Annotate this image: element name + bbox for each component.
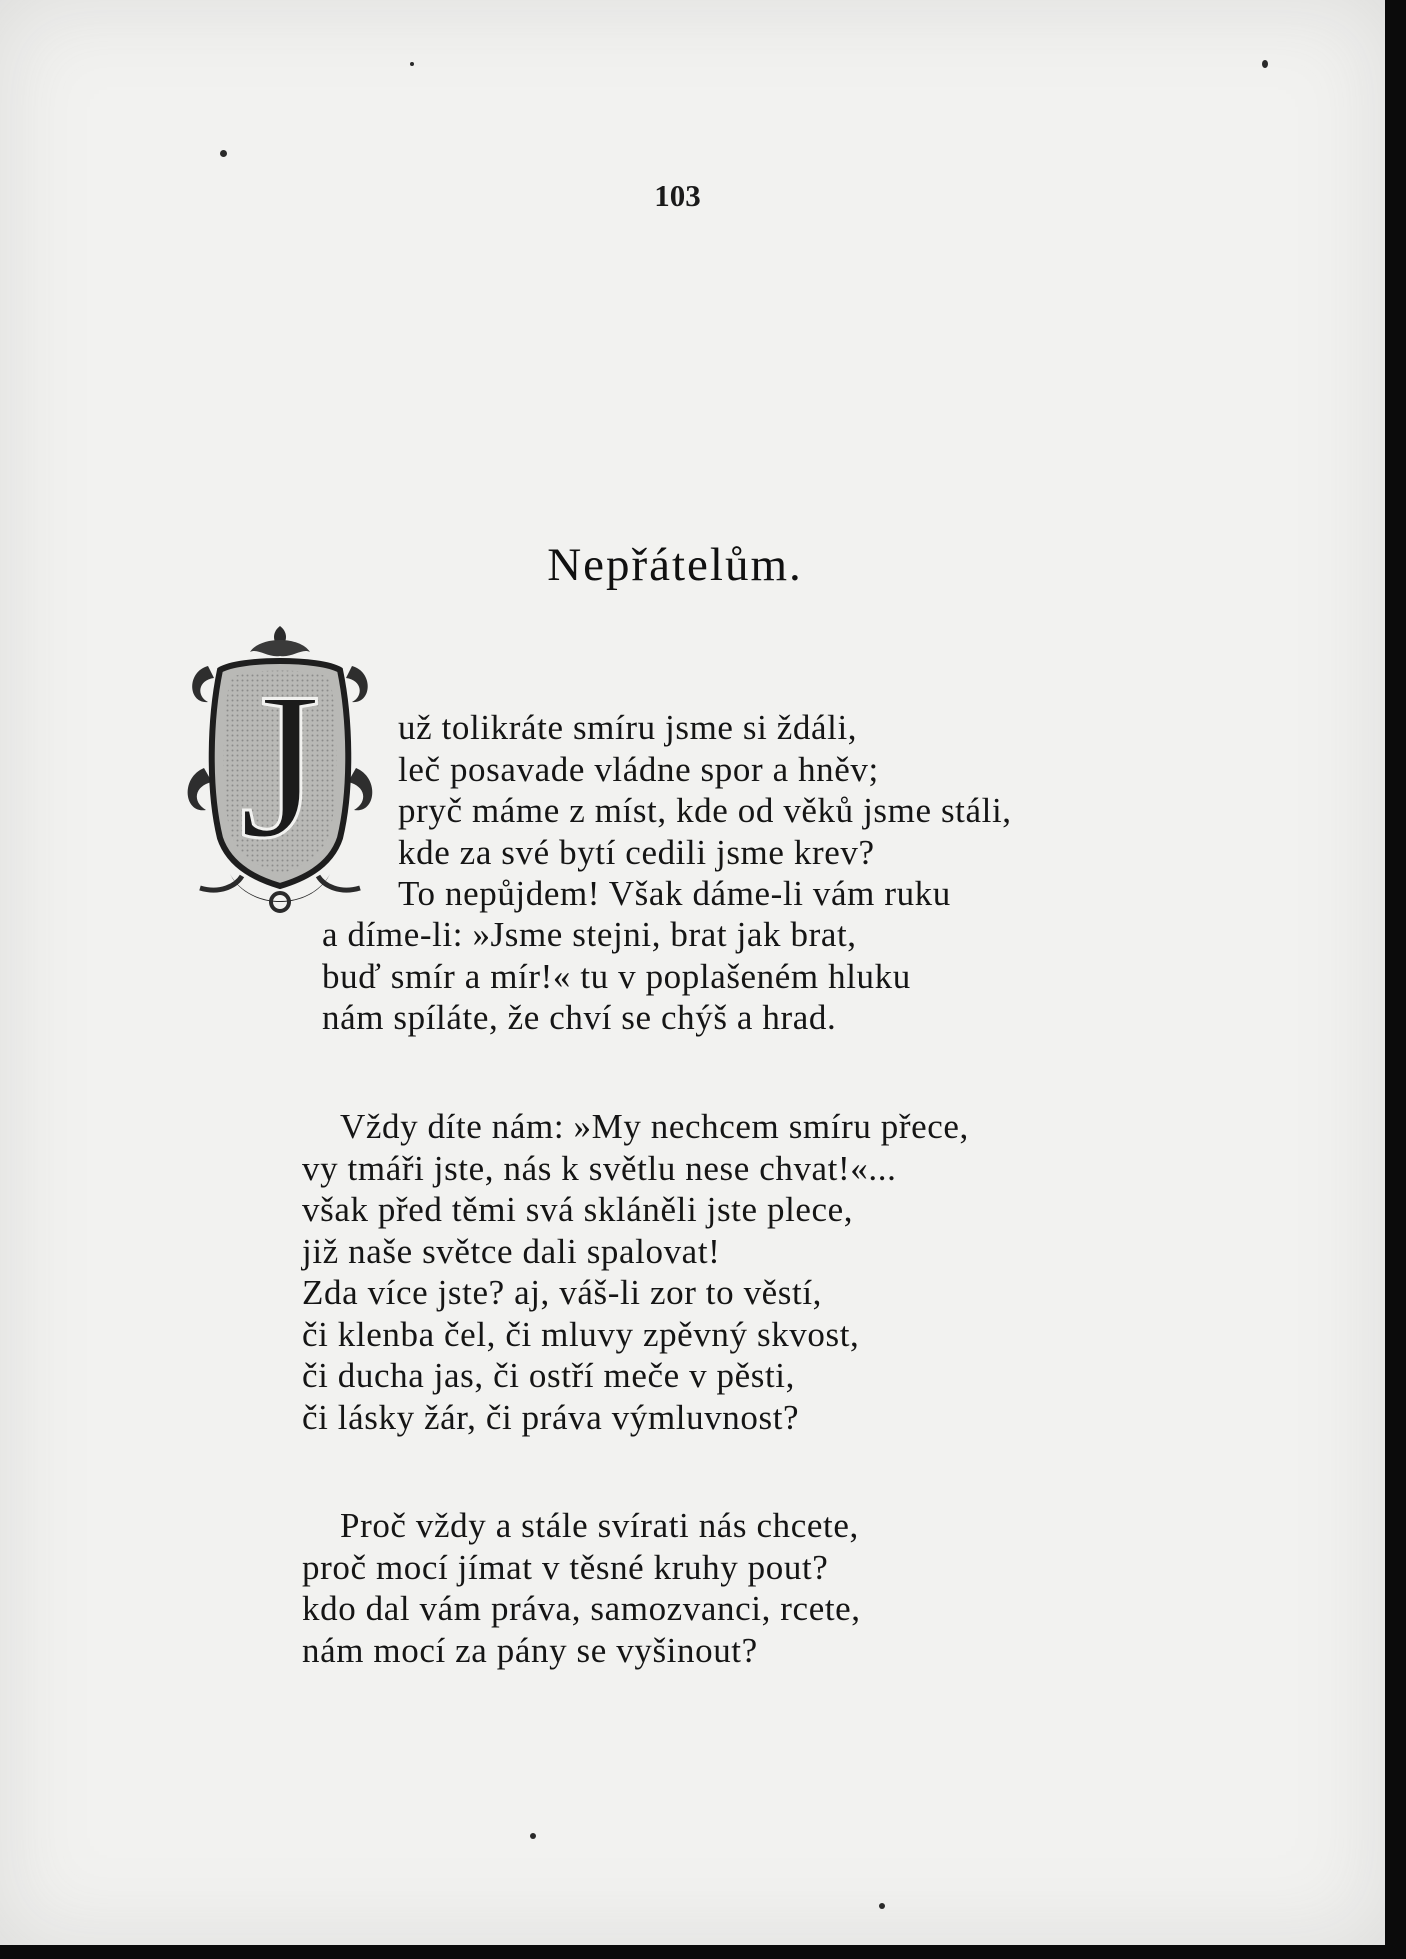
stanza-1 — [398, 707, 1012, 915]
dust-speck — [879, 1903, 885, 1909]
verse-line: Zda více jste? aj, váš-li zor to věstí, — [302, 1273, 823, 1312]
scan-border-bottom — [0, 1945, 1406, 1959]
dust-speck — [410, 62, 414, 66]
verse-line: nám spíláte, že chví se chýš a hrad. — [322, 998, 837, 1037]
verse-line: již naše světce dali spalovat! — [302, 1231, 721, 1271]
verse-line: pryč máme z míst, kde od věků jsme stáli, — [398, 791, 1012, 830]
drop-cap-letter: J — [239, 650, 321, 882]
stanza-2 — [302, 1106, 969, 1438]
verse-line: To nepůjdem! Však dáme-li vám ruku — [398, 874, 951, 913]
verse-line: leč posavade vládne spor a hněv; — [398, 749, 879, 789]
verse-line: buď smír a mír!« tu v poplašeném hluku — [322, 956, 911, 996]
dust-speck — [530, 1833, 536, 1839]
verse-line: či klenba čel, či mluvy zpěvný skvost, — [302, 1314, 860, 1354]
verse-line: a díme-li: »Jsme stejni, brat jak brat, — [322, 915, 857, 954]
verse-line: Proč vždy a stále svírati nás chcete, — [340, 1506, 859, 1545]
verse-line: Vždy díte nám: »My nechcem smíru přece, — [340, 1107, 969, 1146]
page-number: 103 — [654, 178, 701, 213]
scan-border-right — [1385, 0, 1406, 1959]
dust-speck — [1262, 60, 1268, 68]
verse-line: kdo dal vám práva, samozvanci, rcete, — [302, 1589, 861, 1628]
verse-line: už tolikráte smíru jsme si ždáli, — [398, 708, 858, 747]
ornamental-initial-icon — [180, 618, 380, 918]
verse-line: nám mocí za pány se vyšinout? — [302, 1630, 758, 1670]
dust-speck — [220, 150, 227, 157]
verse-line: vy tmáři jste, nás k světlu nese chvat!«... — [302, 1148, 897, 1188]
verse-line: však před těmi svá skláněli jste plece, — [302, 1190, 854, 1229]
verse-line: proč mocí jímat v těsné kruhy pout? — [302, 1547, 829, 1587]
verse-line: či lásky žár, či práva výmluvnost? — [302, 1397, 800, 1437]
poem-title: Nepřátelům. — [547, 539, 803, 591]
verse-line: kde za své bytí cedili jsme krev? — [398, 832, 875, 872]
verse-line: či ducha jas, či ostří meče v pěsti, — [302, 1356, 795, 1395]
stanza-3 — [302, 1505, 861, 1671]
stanza-1-continued — [322, 914, 911, 1039]
